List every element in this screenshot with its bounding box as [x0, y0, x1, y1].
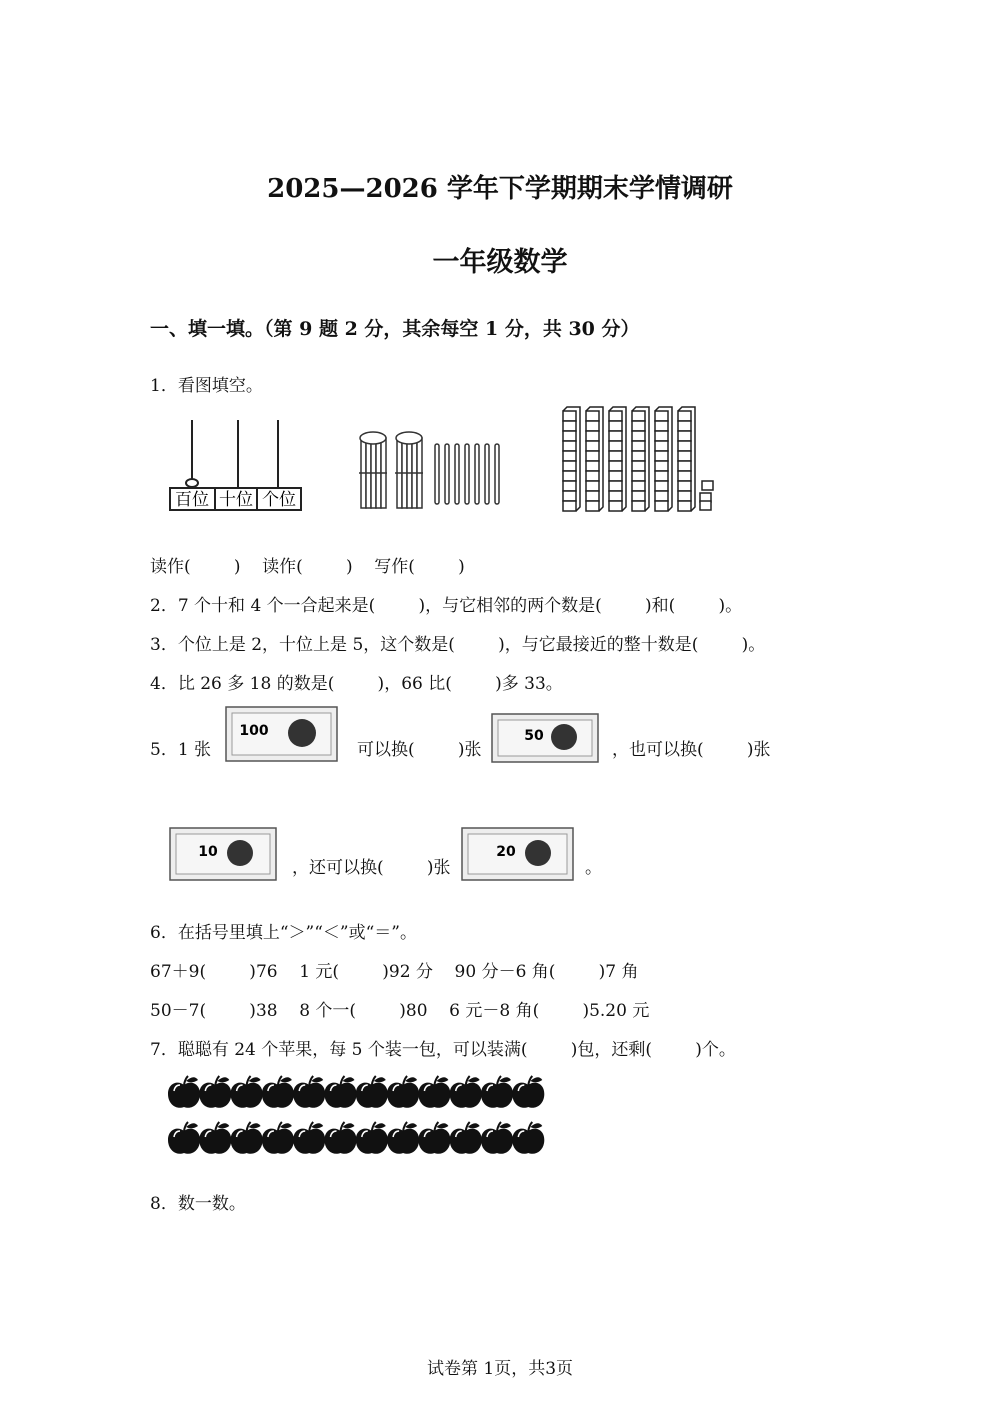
- svg-text:50: 50: [524, 728, 544, 744]
- apple-icon: [356, 1076, 388, 1108]
- ten-rod: [609, 407, 626, 511]
- stick-bundle: [395, 432, 423, 508]
- apple-icon: [325, 1076, 357, 1108]
- apple-icon: [199, 1076, 231, 1108]
- apples-figure: [168, 1073, 553, 1158]
- apple-icon: [199, 1122, 231, 1154]
- page-title: 2025—2026 学年下学期期末学情调研: [267, 174, 733, 204]
- svg-text:100: 100: [239, 723, 269, 739]
- apple-icon: [231, 1076, 263, 1108]
- apple-icon: [481, 1122, 513, 1154]
- apple-icon: [450, 1122, 482, 1154]
- question-5-part-d: ，还可以换( )张: [292, 858, 451, 878]
- apple-icon: [262, 1076, 294, 1108]
- apple-icon: [418, 1076, 450, 1108]
- question-2: 2．7 个十和 4 个一合起来是( )，与它相邻的两个数是( )和( )。: [150, 596, 743, 616]
- ten-rod: [563, 407, 580, 511]
- banknote-10-icon: [168, 826, 278, 882]
- banknote-50-icon: [490, 712, 600, 764]
- apple-icon: [387, 1122, 419, 1154]
- apple-icon: [262, 1122, 294, 1154]
- page-footer: 试卷第 1页，共3页: [426, 1359, 574, 1379]
- apple-icon: [512, 1122, 544, 1154]
- abacus-figure: [165, 418, 305, 514]
- question-6-row-1: 67＋9( )76 1 元( )92 分 90 分－6 角( )7 角: [150, 962, 639, 982]
- blocks-figure: [560, 405, 720, 515]
- page-subtitle: 一年级数学: [432, 247, 568, 278]
- apple-icon: [356, 1122, 388, 1154]
- question-5-part-b: 可以换( )张: [357, 740, 482, 760]
- question-1-answers: 读作( ) 读作( ) 写作( ): [150, 557, 465, 577]
- apple-icon: [512, 1076, 544, 1108]
- question-5-part-e: 。: [585, 858, 602, 878]
- ten-rod: [655, 407, 672, 511]
- svg-text:10: 10: [198, 844, 218, 860]
- apple-icon: [293, 1076, 325, 1108]
- apple-icon: [481, 1076, 513, 1108]
- apple-icon: [418, 1122, 450, 1154]
- unit-cube: [700, 501, 711, 510]
- abacus-bead: [186, 479, 198, 487]
- unit-cube: [702, 481, 713, 490]
- apple-icon: [293, 1122, 325, 1154]
- question-8: 8．数一数。: [150, 1194, 246, 1214]
- apple-icon: [231, 1122, 263, 1154]
- stick-bundle: [359, 432, 387, 508]
- ten-rod: [678, 407, 695, 511]
- question-6-row-2: 50－7( )38 8 个一( )80 6 元－8 角( )5.20 元: [150, 1001, 650, 1021]
- question-5-part-c: ，也可以换( )张: [612, 740, 771, 760]
- question-7: 7．聪聪有 24 个苹果，每 5 个装一包，可以装满( )包，还剩( )个。: [150, 1040, 736, 1060]
- svg-text:20: 20: [496, 844, 516, 860]
- banknote-100-icon: [224, 705, 339, 763]
- ten-rod: [632, 407, 649, 511]
- abacus-label-hundreds: 百位: [175, 490, 209, 510]
- apple-icon: [168, 1076, 200, 1108]
- abacus-label-ones: 个位: [262, 490, 296, 510]
- question-4: 4．比 26 多 18 的数是( )，66 比( )多 33。: [150, 674, 563, 694]
- question-1: 1．看图填空。: [150, 376, 263, 396]
- apple-icon: [387, 1076, 419, 1108]
- apple-icon: [450, 1076, 482, 1108]
- sticks-figure: [355, 428, 510, 512]
- banknote-20-icon: [460, 826, 575, 882]
- question-6: 6．在括号里填上“＞”“＜”或“＝”。: [150, 923, 417, 943]
- section-heading: 一、填一填。（第 9 题 2 分，其余每空 1 分，共 30 分）: [150, 318, 640, 340]
- apple-icon: [325, 1122, 357, 1154]
- question-5-part-a: 5．1 张: [150, 740, 212, 760]
- ten-rod: [586, 407, 603, 511]
- abacus-label-tens: 十位: [219, 490, 253, 510]
- apple-icon: [168, 1122, 200, 1154]
- question-3: 3．个位上是 2，十位上是 5，这个数是( )，与它最接近的整十数是( )。: [150, 635, 766, 655]
- single-sticks: [435, 444, 499, 504]
